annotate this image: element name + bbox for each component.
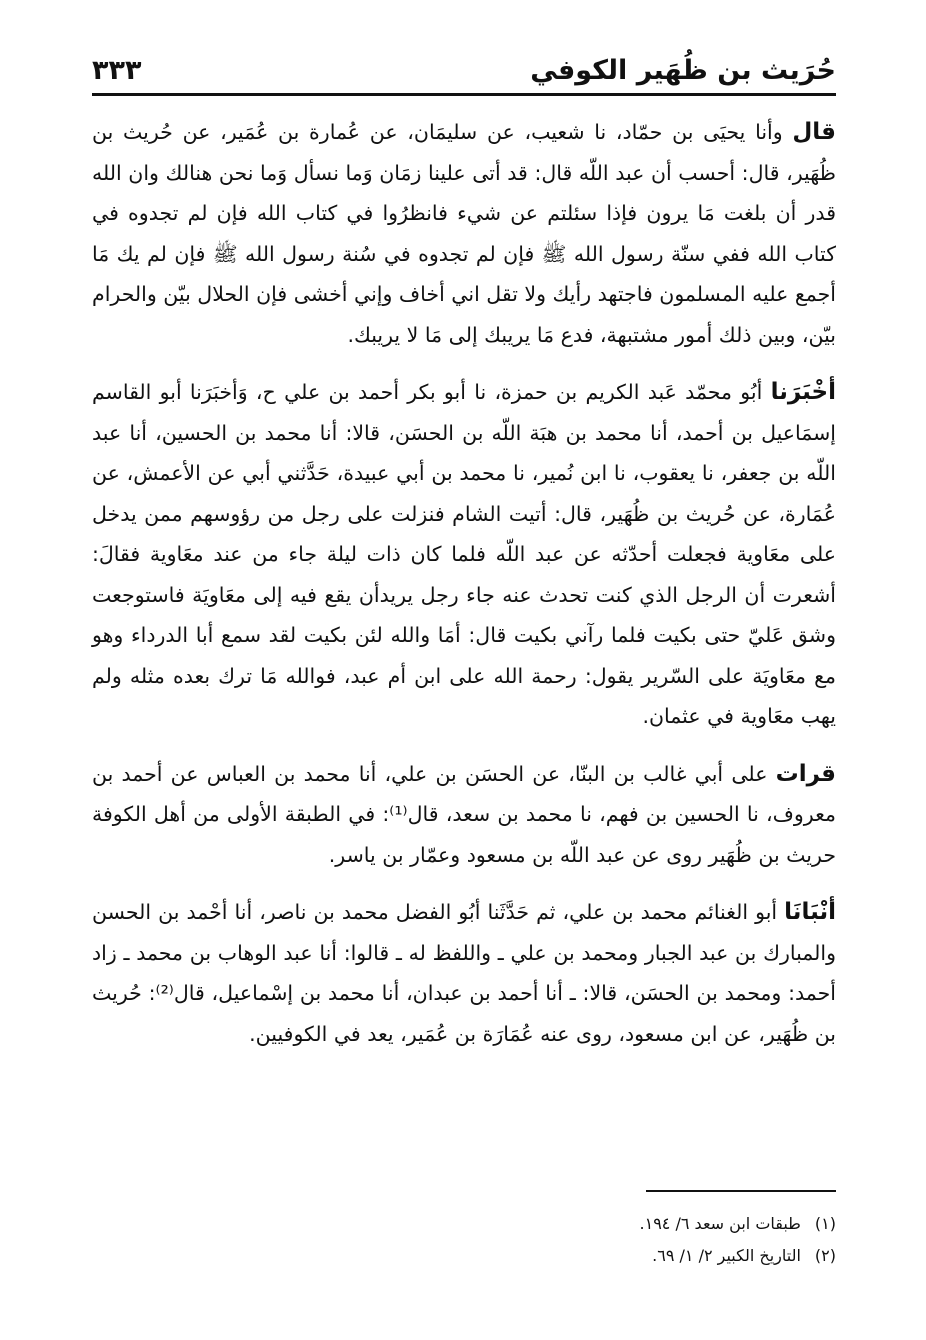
main-text <box>92 112 836 1071</box>
paragraph <box>92 892 836 1054</box>
paragraph <box>92 112 836 355</box>
footnote <box>300 1240 836 1272</box>
page-number: ٣٣٣ <box>92 54 142 86</box>
footnotes <box>300 1208 836 1272</box>
paragraph-lead: قال <box>792 119 836 145</box>
footnote-number: (١) <box>814 1214 836 1233</box>
header-rule <box>92 93 836 96</box>
paragraph-text: على أبي غالب بن البنّا، عن الحسَن بن علي، أنا محمد بن العباس عن أحمد بن معروف، نا الحسين بن فهم، نا محمد بن سعد، قال⁽¹⁾: في الطبقة الأولى من أهل الكوفة حريث بن ظُهَير روى عن عبد اللّه بن مسعود وعمّار بن ياسر. <box>92 761 836 867</box>
paragraph-lead: قرات <box>775 760 836 787</box>
paragraph <box>92 372 836 737</box>
running-head: حُرَيث بن ظُهَير الكوفي <box>530 54 836 86</box>
paragraph-lead: أخْبَرَنا <box>770 379 836 405</box>
footnote-text: التاريخ الكبير ٢/ ١/ ٦٩. <box>652 1246 801 1265</box>
paragraph-text: أبو الغنائم محمد بن علي، ثم حَدَّثَنا أبُو الفضل محمد بن ناصر، أنا أحْمد بن الحسن والمبارك بن عبد الجبار ومحمد بن علي ـ واللفظ له ـ قالوا: أنا عبد الوهاب بن محمد ـ زاد أحمد: ومحمد بن الحسَن، قالا: ـ أنا أحمد بن عبدان، أنا محمد بن إسْماعيل، قال⁽²⁾: حُريث بن ظُهَير، عن ابن مسعود، روى عنه عُمَارَة بن عُمَير، يعد في الكوفيين. <box>92 900 836 1046</box>
footnote-number: (٢) <box>814 1246 836 1265</box>
paragraph-lead: أنْبَانَا <box>784 899 836 925</box>
paragraph-text: أبُو محمّد عَبد الكريم بن حمزة، نا أبو بكر أحمد بن علي ح، وَأخبَرَنا أبو القاسم إسمَاعيل بن أحمد، أنا محمد بن هبَة اللّه بن الحسَن، قالا: أنا محمد بن الحسين، أنا عبد اللّه بن جعفر، نا يعقوب، نا ابن نُمير، نا محمد بن أبي عبيدة، حَدَّثني أبي عن الأعمش، عن عُمَارة، عن حُريث بن ظُهَير، قال: أتيت الشام فنزلت على رجل من رؤوسهم ممن يدخل على معَاوية فجعلت أحدّثه عن عبد اللّه فلما كان ذات ليلة جاء من عند معَاوية فقالَ: أشعرت أن الرجل الذي كنت تحدث عنه جاء رجل يريدأن يقع فيه إلى معَاويَة فاستوجعت وشق عَليّ حتى بكيت فلما رآني بكيت قال: أمَا والله لئن بكيت لقد سمع أبا الدرداء وهو مع معَاويَة على السّرير يقول: رحمة الله على ابن أم عبد، فوالله مَا ترك بعده مثله ولم يهب معَاوية في عثمان. <box>92 380 836 728</box>
footnote-text: طبقات ابن سعد ٦/ ١٩٤. <box>639 1214 801 1233</box>
paragraph <box>92 754 836 876</box>
footnote <box>300 1208 836 1240</box>
paragraph-text: وأنا يحيَى بن حمّاد، نا شعيب، عن سليمَان، عن عُمارة بن عُمَير، عن حُريث بن ظُهَير، قال: أحسب أن عبد اللّه قال: قد أتى علينا زمَان وَما نسأل وَما نحن هنالك وان الله قدر أن بلغت مَا يرون فإذا سئلتم عن شيء فانظرُوا في كتاب الله فإن لم تجدوه في كتاب الله ففي سنّة رسول الله ﷺ فإن لم تجدوه في سُنة رسول الله ﷺ فإن لم يك مَا أجمع عليه المسلمون فاجتهد رأيك ولا تقل اني أخاف وإني أخشى فإن الحلال بيّن والحرام بيّن، وبين ذلك أمور مشتبهة، فدع مَا يريبك إلى مَا لا يريبك. <box>92 120 836 347</box>
page-header <box>92 48 836 92</box>
footnote-rule <box>646 1190 836 1192</box>
